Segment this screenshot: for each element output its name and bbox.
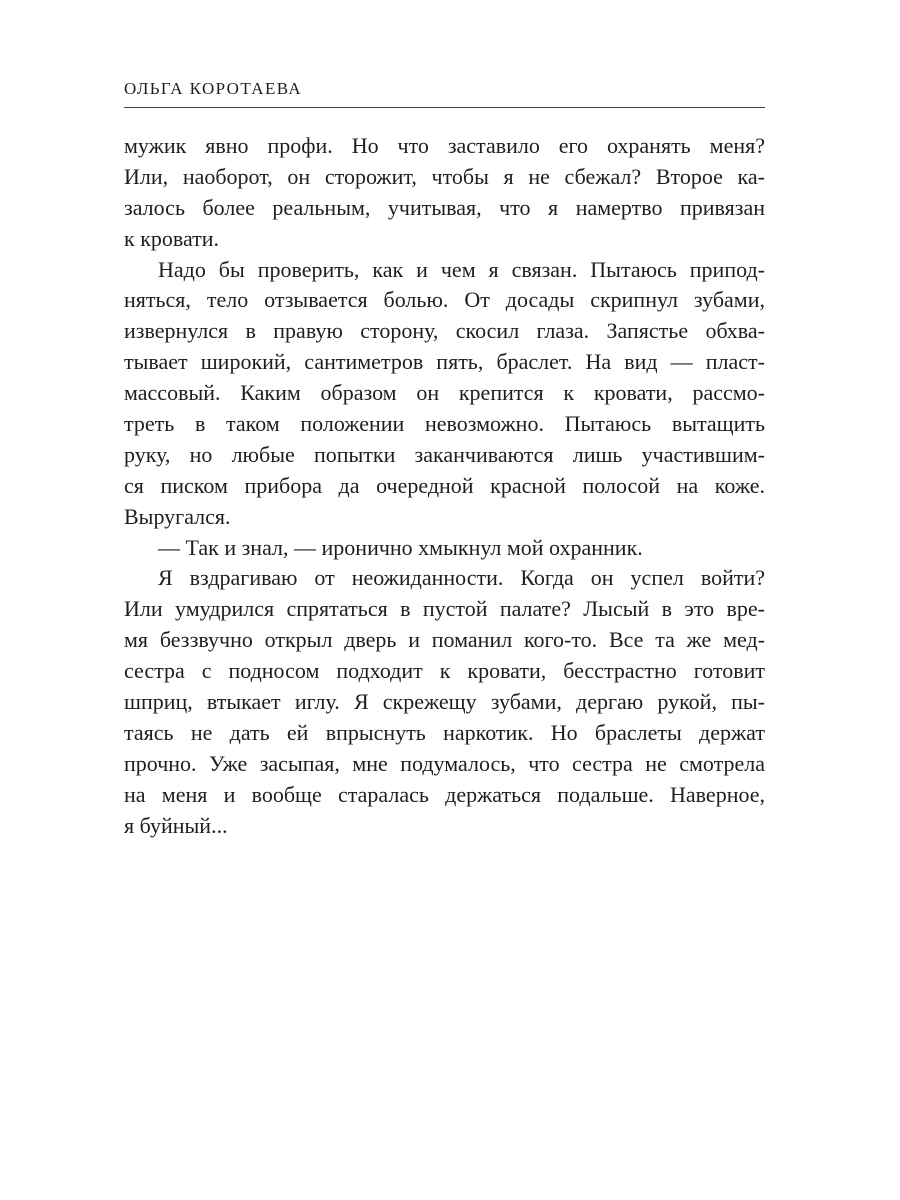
header-rule [124,107,765,108]
text-line: Надо бы проверить, как и чем я связан. Пытаюсь припод- [158,256,765,282]
text-line: залось более реальным, учитывая, что я намертво привязан [124,194,765,220]
text-line: Или, наоборот, он сторожит, чтобы я не сбежал? Второе ка- [124,163,765,189]
text-line: руку, но любые попытки заканчиваются лишь участившим- [124,441,765,467]
text-line: массовый. Каким образом он крепится к кровати, рассмо- [124,380,765,406]
text-line: к кровати. [124,225,220,251]
text-line: шприц, втыкает иглу. Я скрежещу зубами, дергаю рукой, пы- [124,689,765,715]
text-line: няться, тело отзывается болью. От досады скрипнул зубами, [124,287,765,313]
text-line: Выругался. [124,503,231,529]
text-line: Или умудрился спрятаться в пустой палате? Лысый в это вре- [124,596,765,622]
text-line: треть в таком положении невозможно. Пытаюсь вытащить [124,411,765,437]
text-line: на меня и вообще старалась держаться подальше. Наверное, [124,781,765,807]
text-line: мя беззвучно открыл дверь и поманил кого-то. Все та же мед- [124,627,765,653]
text-line: я буйный... [124,812,228,838]
text-line: Я вздрагиваю от неожиданности. Когда он успел войти? [158,565,765,591]
text-line: тывает широкий, сантиметров пять, браслет. На вид — пласт- [124,349,765,375]
running-head-author: ОЛЬГА КОРОТАЕВА [124,79,303,98]
text-line: сестра с подносом подходит к кровати, бесстрастно готовит [124,658,765,684]
body-text [124,131,765,841]
text-line: ся писком прибора да очередной красной полосой на коже. [124,472,765,498]
text-line: прочно. Уже засыпая, мне подумалось, что сестра не смотрела [124,750,765,776]
text-line: — Так и знал, — иронично хмыкнул мой охранник. [158,534,643,560]
text-line: извернулся в правую сторону, скосил глаза. Запястье обхва- [124,318,765,344]
text-line: мужик явно профи. Но что заставило его охранять меня? [124,133,765,158]
text-line: таясь не дать ей впрыснуть наркотик. Но браслеты держат [124,719,765,745]
